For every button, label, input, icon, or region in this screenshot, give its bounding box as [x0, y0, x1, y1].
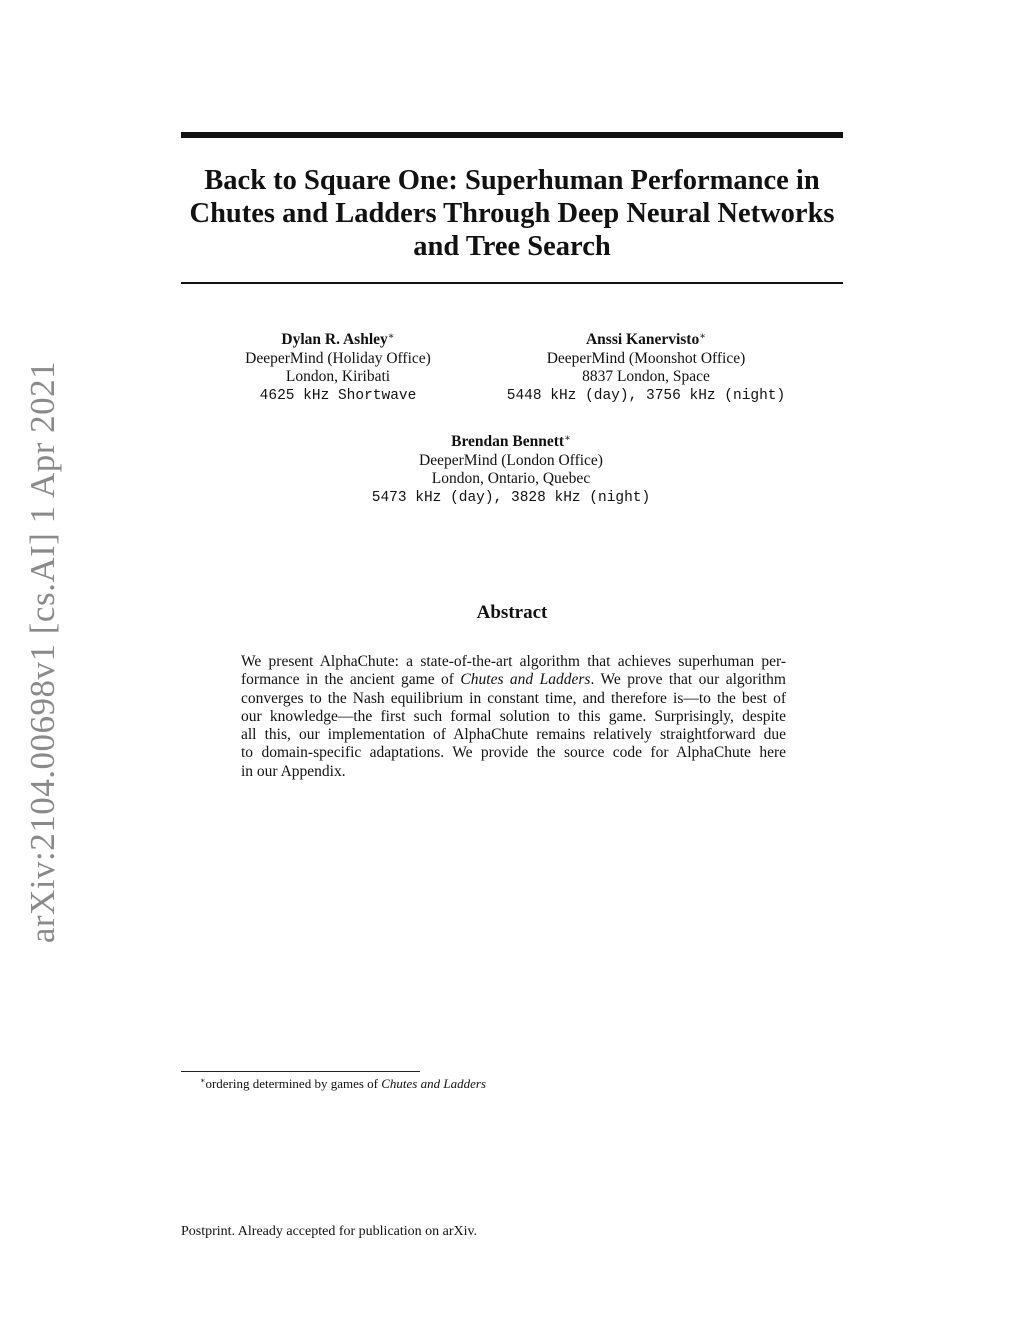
title-line: Chutes and Ladders Through Deep Neural Networks [189, 198, 835, 229]
author-affiliation: DeeperMind (London Office) [419, 451, 603, 469]
author-footnote-mark: ∗ [699, 331, 707, 342]
author-location: 8837 London, Space [582, 368, 710, 385]
footnote-mark: ∗ [200, 1076, 206, 1085]
paper-title [181, 164, 843, 263]
author-affiliation: DeeperMind (Moonshot Office) [546, 349, 746, 367]
author-name: Brendan Bennett∗ [451, 433, 571, 450]
footnote-text: ordering determined by games of [205, 1076, 382, 1091]
abstract-line: formance in the ancient game of Chutes and Ladders. We prove that our algorithm [241, 671, 786, 689]
author-contact: 4625 kHz Shortwave [259, 387, 417, 404]
footnote-rule [181, 1071, 420, 1072]
author-name: Dylan R. Ashley∗ [281, 331, 395, 348]
author-contact: 5448 kHz (day), 3756 kHz (night) [506, 387, 786, 404]
author-affiliation: DeeperMind (Holiday Office) [245, 349, 431, 367]
abstract-line: our knowledge—the first such formal solution to this game. Surprisingly, despite [241, 707, 786, 725]
abstract-body [241, 653, 786, 781]
author-footnote-mark: ∗ [387, 331, 395, 342]
abstract-line: to domain-specific adaptations. We provide the source code for AlphaChute here [241, 744, 786, 762]
abstract-line: converges to the Nash equilibrium in constant time, and therefore is—to the best of [241, 689, 786, 707]
title-top-rule [181, 132, 843, 138]
author-location: London, Kiribati [285, 368, 391, 385]
author-block-1 [218, 328, 458, 405]
author-block-3 [351, 430, 671, 507]
game-title-emphasis: Chutes and Ladders [460, 671, 591, 689]
arxiv-identifier-stamp: arXiv:2104.00698v1 [cs.AI] 1 Apr 2021 [23, 360, 62, 944]
footnote-game-title: Chutes and Ladders [381, 1076, 486, 1091]
author-block-2 [486, 328, 806, 405]
author-name: Anssi Kanervisto∗ [585, 331, 707, 348]
footnote [200, 1076, 486, 1092]
abstract-line: all this, our implementation of AlphaChute remains relatively straightforward due [241, 726, 786, 744]
author-contact: 5473 kHz (day), 3828 kHz (night) [371, 489, 651, 506]
abstract-heading: Abstract [476, 602, 548, 623]
title-line: Back to Square One: Superhuman Performance in [204, 165, 820, 196]
author-footnote-mark: ∗ [564, 433, 571, 444]
title-bottom-rule [181, 282, 843, 284]
postprint-note: Postprint. Already accepted for publication on arXiv. [181, 1224, 478, 1239]
author-location: London, Ontario, Quebec [431, 470, 591, 487]
abstract-line: We present AlphaChute: a state-of-the-art algorithm that achieves superhuman per- [241, 653, 786, 670]
abstract-line: in our Appendix. [241, 762, 346, 780]
title-line: and Tree Search [413, 231, 611, 262]
